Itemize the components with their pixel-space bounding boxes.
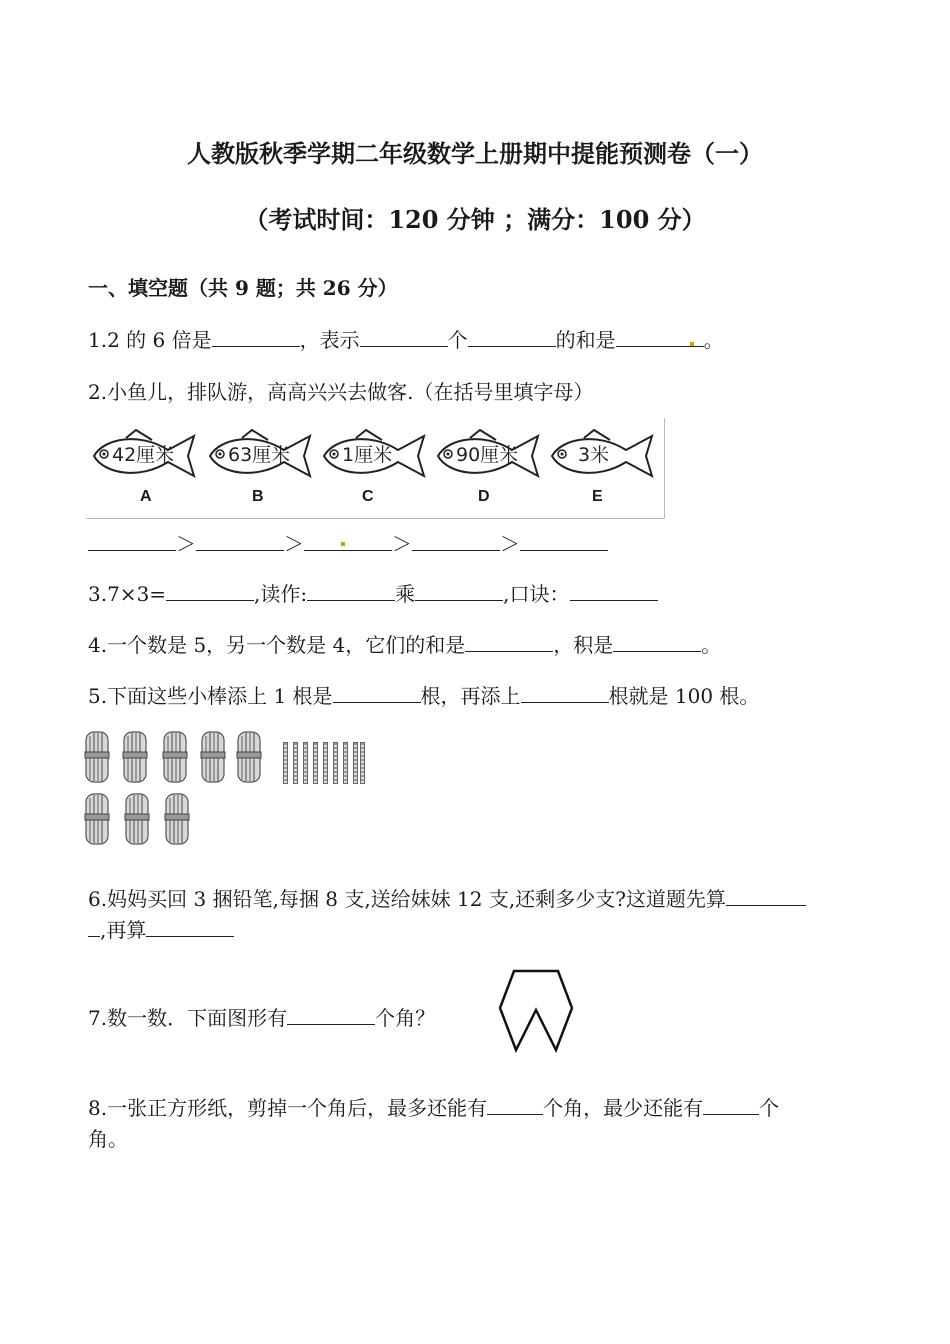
stick-icon <box>313 742 318 784</box>
stick-icon <box>353 742 358 784</box>
q6-text-1: 6.妈妈买回 3 捆铅笔,每捆 8 支,送给妹妹 12 支,还剩多少支?这道题先算 <box>88 887 726 911</box>
q4-text-2: ，积是 <box>553 633 614 657</box>
q5-text-2: 根，再添上 <box>420 684 521 708</box>
fish-a <box>90 426 202 486</box>
q8-text-3: 个 <box>759 1096 780 1120</box>
fish-c <box>320 426 432 486</box>
question-8-line-2: 角。 <box>88 1127 128 1151</box>
fish-label: 63厘米 <box>228 444 291 466</box>
fish-label: 1厘米 <box>342 444 393 466</box>
fish-letter: C <box>362 488 374 505</box>
q3-text-4: ,口诀： <box>503 582 570 606</box>
gt-sign: ＞ <box>284 532 304 556</box>
bundle-icon <box>123 732 147 782</box>
q6-blank-2[interactable] <box>146 918 234 937</box>
question-1 <box>88 324 724 353</box>
gt-sign: ＞ <box>176 532 196 556</box>
stick-icon <box>333 742 338 784</box>
q2-blank-1[interactable] <box>88 532 176 551</box>
page-title: 人教版秋季学期二年级数学上册期中提能预测卷（一） <box>187 139 763 168</box>
stick-icon <box>303 742 308 784</box>
question-4 <box>88 629 721 658</box>
fish-figure <box>86 418 665 519</box>
bundle-icon <box>125 794 149 844</box>
q2-blank-2[interactable] <box>196 532 284 551</box>
q2-answer-line <box>88 528 608 557</box>
question-6-line-2 <box>88 914 234 943</box>
q3-blank-4[interactable] <box>570 582 658 601</box>
stray-dot <box>690 342 694 346</box>
question-5 <box>88 680 759 709</box>
q2-blank-5[interactable] <box>520 532 608 551</box>
gt-sign: ＞ <box>392 532 412 556</box>
stray-dot <box>341 542 345 546</box>
stick-icon <box>293 742 298 784</box>
q6-blank-1[interactable] <box>726 887 806 906</box>
q3-blank-3[interactable] <box>415 582 503 601</box>
fish-label: 90厘米 <box>456 444 519 466</box>
q1-blank-1[interactable] <box>212 328 300 347</box>
stick-icon <box>283 742 288 784</box>
q7-blank-1[interactable] <box>287 1006 375 1025</box>
fish-letter: D <box>478 488 490 505</box>
q8-blank-2[interactable] <box>703 1096 759 1115</box>
stick-bundles <box>84 730 264 850</box>
q2-blank-4[interactable] <box>412 532 500 551</box>
q2-blank-3[interactable] <box>304 532 392 551</box>
q4-blank-2[interactable] <box>613 633 701 652</box>
polygon-shape <box>496 968 576 1054</box>
q1-text-2: ，表示 <box>299 328 360 352</box>
q1-text-3: 个 <box>447 328 468 352</box>
fish-d <box>434 426 546 486</box>
q5-blank-2[interactable] <box>521 684 609 703</box>
q8-text-2: 个角，最少还能有 <box>543 1096 704 1120</box>
q3-text-2: ,读作: <box>254 582 308 606</box>
q5-text-3: 根就是 100 根。 <box>608 684 760 708</box>
q1-blank-2[interactable] <box>360 328 448 347</box>
gt-sign: ＞ <box>500 532 520 556</box>
question-3 <box>88 578 658 607</box>
q5-blank-1[interactable] <box>333 684 421 703</box>
q5-text-1: 5.下面这些小棒添上 1 根是 <box>88 684 333 708</box>
bundle-icon <box>163 732 187 782</box>
stick-icon <box>343 742 348 784</box>
q7-text-2: 个角？ <box>375 1006 436 1030</box>
fish-b <box>206 426 318 486</box>
bundle-icon <box>85 794 109 844</box>
fish-e <box>548 426 660 486</box>
question-8-line-1 <box>88 1092 779 1121</box>
q3-blank-1[interactable] <box>166 582 254 601</box>
q8-text-1: 8.一张正方形纸，剪掉一个角后，最多还能有 <box>88 1096 488 1120</box>
q4-blank-1[interactable] <box>465 633 553 652</box>
fish-letter: B <box>252 488 264 505</box>
stick-icon <box>323 742 328 784</box>
fish-letter: A <box>140 488 152 505</box>
q4-text-1: 4.一个数是 5，另一个数是 4，它们的和是 <box>88 633 466 657</box>
q4-text-3: 。 <box>701 633 722 657</box>
q3-text-3: 乘 <box>395 582 416 606</box>
question-6-line-1 <box>88 883 806 912</box>
bundle-icon <box>85 732 109 782</box>
bundle-icon <box>165 794 189 844</box>
q1-text-5: 。 <box>703 328 724 352</box>
question-2: 2.小鱼儿，排队游，高高兴兴去做客.（在括号里填字母） <box>88 380 594 404</box>
fish-letter: E <box>592 488 603 505</box>
q6-blank-1-cont <box>88 918 100 937</box>
stick-icon <box>360 742 365 784</box>
question-7 <box>88 1002 435 1031</box>
q3-blank-2[interactable] <box>307 582 395 601</box>
bundle-icon <box>201 732 225 782</box>
q1-text-4: 的和是 <box>555 328 616 352</box>
section-heading: 一、填空题（共 9 题；共 26 分） <box>88 276 398 300</box>
q8-blank-1[interactable] <box>487 1096 543 1115</box>
bundle-icon <box>237 732 261 782</box>
exam-info: （考试时间：120 分钟 ；满分：100 分） <box>244 205 706 234</box>
q6-text-2: ,再算 <box>100 918 147 942</box>
q1-text-1: 1.2 的 6 倍是 <box>88 328 212 352</box>
fish-label: 42厘米 <box>112 444 175 466</box>
fish-label: 3米 <box>578 444 610 466</box>
q7-text-1: 7.数一数．下面图形有 <box>88 1006 288 1030</box>
q3-text-1: 3.7×3= <box>88 582 167 606</box>
q1-blank-3[interactable] <box>468 328 556 347</box>
